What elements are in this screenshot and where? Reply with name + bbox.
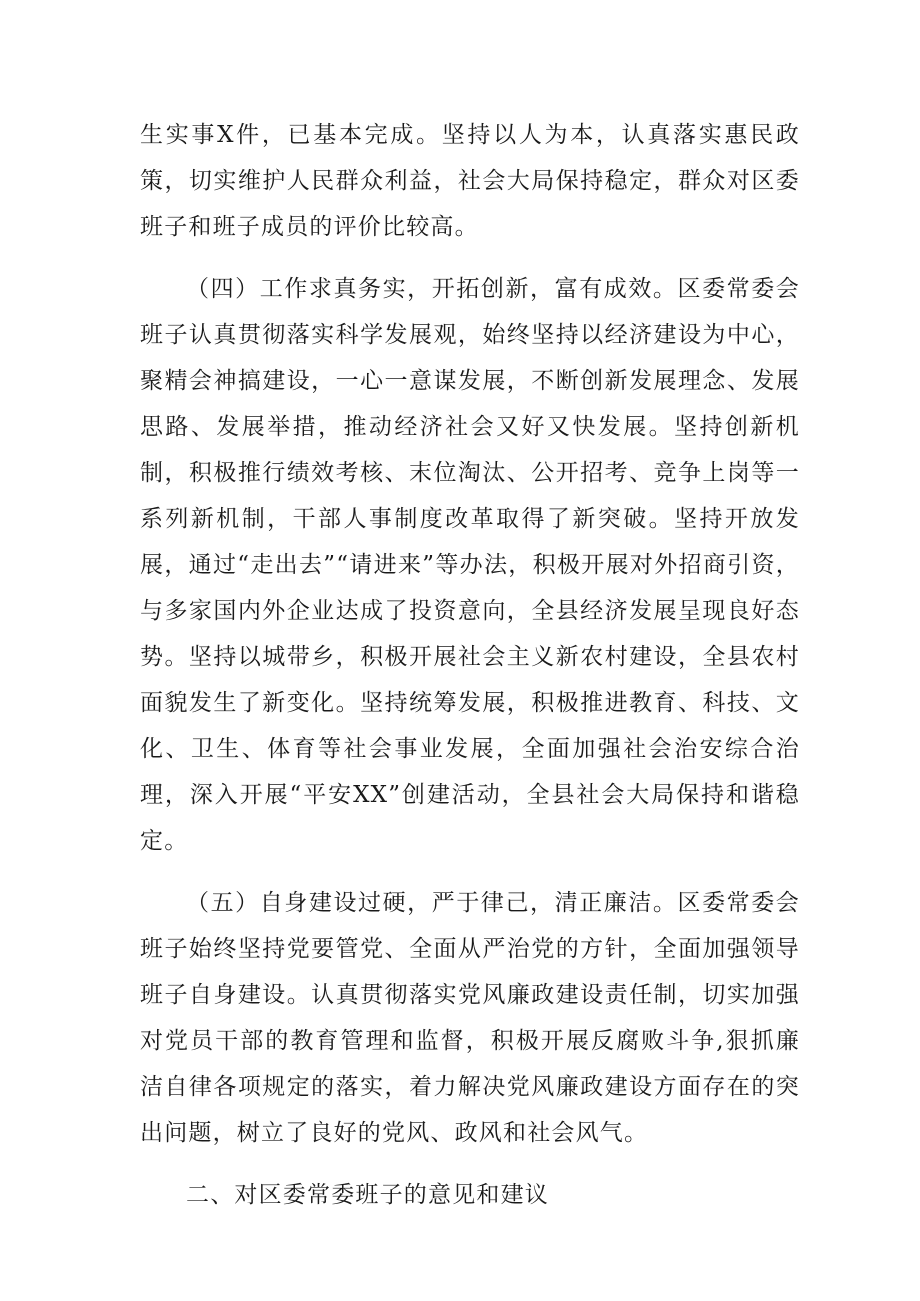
paragraph-continuation: 生实事X件，已基本完成。坚持以人为本，认真落实惠民政策，切实维护人民群众利益，社会大局保持稳定，群众对区委班子和班子成员的评价比较高。: [140, 122, 800, 240]
paragraph-section-five: （五）自身建设过硬，严于律己，清正廉洁。区委常委会班子始终坚持党要管党、全面从严治党的方针，全面加强领导班子自身建设。认真贯彻落实党风廉政建设责任制，切实加强对党员干部的教育管理和监督，积极开展反腐败斗争,狠抓廉洁自律各项规定的落实，着力解决党风廉政建设方面存在的突出问题，树立了良好的党风、政风和社会风气。: [140, 890, 800, 1146]
paragraph-section-four: （四）工作求真务实，开拓创新，富有成效。区委常委会班子认真贯彻落实科学发展观，始终坚持以经济建设为中心，聚精会神搞建设，一心一意谋发展，不断创新发展理念、发展思路、发展举措，推动经济社会又好又快发展。坚持创新机制，积极推行绩效考核、末位淘汰、公开招考、竞争上岗等一系列新机制，干部人事制度改革取得了新突破。坚持开放发展，通过“走出去”“请进来”等办法，积极开展对外招商引资，与多家国内外企业达成了投资意向，全县经济发展呈现良好态势。坚持以城带乡，积极开展社会主义新农村建设，全县农村面貌发生了新变化。坚持统筹发展，积极推进教育、科技、文化、卫生、体育等社会事业发展，全面加强社会治安综合治理，深入开展“平安XX”创建活动，全县社会大局保持和谐稳定。: [140, 276, 800, 854]
document-body: [140, 112, 800, 1218]
section-heading-two: 二、对区委常委班子的意见和建议: [186, 1182, 549, 1208]
